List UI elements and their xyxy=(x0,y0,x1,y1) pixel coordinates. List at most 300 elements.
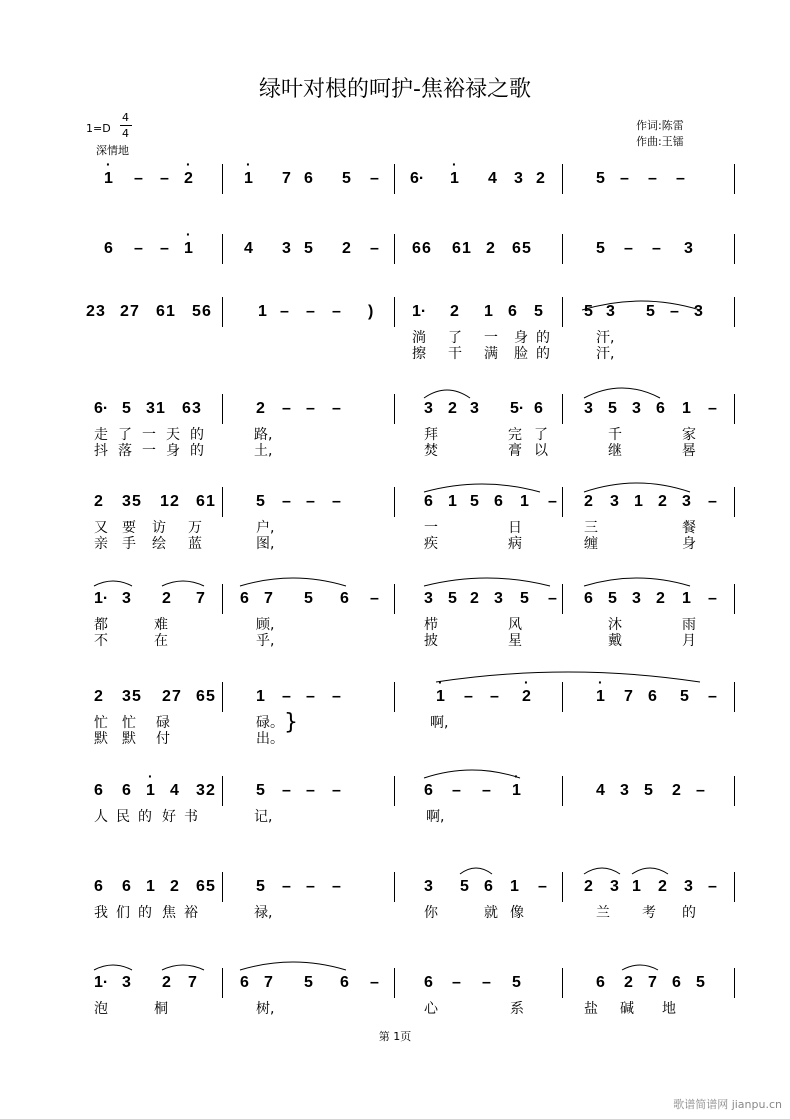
note: 3 xyxy=(632,400,641,417)
note: 2 xyxy=(448,400,457,417)
slur xyxy=(584,388,660,398)
lyric-verse-2: 落 xyxy=(118,443,132,459)
note: 1 xyxy=(682,400,691,417)
lyric-verse-2: 汗, xyxy=(596,346,615,362)
lyric-verse-1: 了 xyxy=(448,330,462,346)
note: 7 xyxy=(264,590,273,607)
lyric-verse-2: 在 xyxy=(154,633,168,649)
lyric-verse-1: 的 xyxy=(536,330,550,346)
note: 3 xyxy=(424,590,433,607)
lyric-verse-2: 戴 xyxy=(608,633,622,649)
note: 6 xyxy=(196,493,205,510)
note: – xyxy=(282,493,291,510)
lyric-verse-1: 访 xyxy=(152,520,166,536)
note: 2 xyxy=(486,240,495,257)
note: – xyxy=(708,400,717,417)
note: 6 xyxy=(484,878,493,895)
note: 2 xyxy=(470,590,479,607)
note: 3 xyxy=(620,782,629,799)
lyric-verse-2: 满 xyxy=(484,346,498,362)
note: 2 xyxy=(522,688,531,705)
slur xyxy=(584,578,690,586)
note: 6· xyxy=(94,400,109,417)
note: 3 xyxy=(606,303,615,320)
note: 5 xyxy=(470,493,479,510)
lyric-verse-1: 万 xyxy=(188,520,202,536)
note: 6 xyxy=(424,493,433,510)
note: 1 xyxy=(244,170,253,187)
lyric-verse-1: 雨 xyxy=(682,617,696,633)
octave-dot: · xyxy=(186,156,191,172)
lyric-verse-2: 付 xyxy=(156,731,170,747)
note: 7 xyxy=(624,688,633,705)
note: 3 xyxy=(632,590,641,607)
note: 2 xyxy=(94,688,103,705)
note: – xyxy=(624,240,633,257)
note: 5 xyxy=(534,303,543,320)
note: 1 xyxy=(256,688,265,705)
lyric-verse-2: 不 xyxy=(94,633,108,649)
lyric-verse-1: 身 xyxy=(514,330,528,346)
lyric-verse-1: 记, xyxy=(254,809,273,825)
note: – xyxy=(452,782,461,799)
note: – xyxy=(282,878,291,895)
note: 5 xyxy=(192,303,201,320)
note: 1· xyxy=(94,590,109,607)
note: 3 xyxy=(584,400,593,417)
note: 5 xyxy=(206,688,215,705)
note: – xyxy=(452,974,461,991)
lyric-verse-1: 三 xyxy=(584,520,598,536)
note: 7 xyxy=(130,303,139,320)
lyricist: 作词:陈雷 xyxy=(636,119,684,132)
note: – xyxy=(696,782,705,799)
note: – xyxy=(160,240,169,257)
lyric-verse-1: 户, xyxy=(256,520,275,536)
octave-dot: · xyxy=(148,768,153,784)
lyric-verse-1: 了 xyxy=(118,427,132,443)
slur xyxy=(162,965,204,970)
note: 1· xyxy=(412,303,427,320)
note: 4 xyxy=(488,170,497,187)
note: 6 xyxy=(534,400,543,417)
lyric-verse-1: 碌。 xyxy=(256,715,284,731)
lyric-verse-1: 日 xyxy=(508,520,522,536)
note: – xyxy=(332,400,341,417)
lyric-verse-2: 身 xyxy=(682,536,696,552)
note: – xyxy=(482,782,491,799)
lyric-verse-1: 完 xyxy=(508,427,522,443)
note: 6 xyxy=(94,782,103,799)
lyric-verse-1: 泡 xyxy=(94,1001,108,1017)
slur xyxy=(436,672,700,682)
note: 1 xyxy=(462,240,471,257)
slur xyxy=(162,581,204,586)
note: – xyxy=(332,878,341,895)
page-title: 绿叶对根的呵护-焦裕禄之歌 xyxy=(259,77,531,102)
octave-dot: · xyxy=(186,226,191,242)
note: 1 xyxy=(146,782,155,799)
slur xyxy=(94,581,132,586)
watermark: 歌谱简谱网 jianpu.cn xyxy=(673,1098,782,1111)
time-signature-bottom: 4 xyxy=(122,127,129,140)
note: 5 xyxy=(460,878,469,895)
note: 6 xyxy=(122,878,131,895)
note: – xyxy=(648,170,657,187)
note: 6 xyxy=(584,590,593,607)
lyric-verse-1: 一 xyxy=(424,520,438,536)
note: 5 xyxy=(584,303,593,320)
note: 2 xyxy=(256,400,265,417)
note: 5 xyxy=(596,240,605,257)
lyric-verse-1: 天 xyxy=(166,427,180,443)
note: – xyxy=(370,974,379,991)
note: 3 xyxy=(684,240,693,257)
note: 1 xyxy=(512,782,521,799)
note: 6 xyxy=(508,303,517,320)
note: – xyxy=(370,240,379,257)
note: 1 xyxy=(484,303,493,320)
note: 6 xyxy=(104,240,113,257)
note: 6 xyxy=(512,240,521,257)
note: – xyxy=(306,878,315,895)
lyric-verse-1: 一 xyxy=(142,427,156,443)
lyric-verse-1: 餐 xyxy=(682,520,696,536)
note: 2 xyxy=(656,590,665,607)
note: 6 xyxy=(182,400,191,417)
note: 2 xyxy=(658,493,667,510)
lyric-verse-2: 手 xyxy=(122,536,136,552)
note: 3 xyxy=(610,878,619,895)
note: 5 xyxy=(608,400,617,417)
slur xyxy=(622,965,658,970)
note: – xyxy=(282,400,291,417)
note: 6 xyxy=(648,688,657,705)
note: 5 xyxy=(512,974,521,991)
note: – xyxy=(548,590,557,607)
lyric-verse-1: 你 xyxy=(424,905,438,921)
note: 1 xyxy=(510,878,519,895)
note: – xyxy=(620,170,629,187)
note: 1· xyxy=(94,974,109,991)
note: 7 xyxy=(196,590,205,607)
lyric-verse-1: 风 xyxy=(508,617,522,633)
note: 3 xyxy=(282,240,291,257)
note: 4 xyxy=(596,782,605,799)
note: 1 xyxy=(166,303,175,320)
note: 5 xyxy=(696,974,705,991)
note: 3 xyxy=(122,493,131,510)
note: – xyxy=(282,688,291,705)
lyric-verse-1: 要 xyxy=(122,520,136,536)
note: – xyxy=(306,493,315,510)
lyric-verse-1: 的 xyxy=(190,427,204,443)
note: 5 xyxy=(122,400,131,417)
note: 1 xyxy=(682,590,691,607)
lyric-verse-1: 走 xyxy=(94,427,108,443)
lyric-verse-1: 都 xyxy=(94,617,108,633)
note: 1 xyxy=(160,493,169,510)
slur xyxy=(460,868,492,874)
note: 3 xyxy=(192,400,201,417)
note: ) xyxy=(368,303,374,320)
note: 2 xyxy=(342,240,351,257)
note: 7 xyxy=(282,170,291,187)
note: – xyxy=(306,688,315,705)
note: – xyxy=(464,688,473,705)
lyric-verse-1: 桐 xyxy=(154,1001,168,1017)
octave-dot: · xyxy=(598,674,603,690)
lyric-verse-2: 的 xyxy=(190,443,204,459)
note: 1 xyxy=(634,493,643,510)
note: 6 xyxy=(424,974,433,991)
lyric-verse-1: 像 xyxy=(510,905,524,921)
lyric-verse-2: 擦 xyxy=(412,346,426,362)
lyric-verse-2: 亲 xyxy=(94,536,108,552)
note: 2 xyxy=(170,493,179,510)
note: – xyxy=(306,303,315,320)
lyric-verse-2: 出。 xyxy=(256,731,284,747)
lyric-verse-1: 一 xyxy=(484,330,498,346)
note: 2 xyxy=(120,303,129,320)
note: – xyxy=(708,878,717,895)
note: 2 xyxy=(86,303,95,320)
note: – xyxy=(708,493,717,510)
note: 1 xyxy=(632,878,641,895)
note: 2 xyxy=(94,493,103,510)
note: 1 xyxy=(146,878,155,895)
lyric-verse-2: 默 xyxy=(94,731,108,747)
note: 2 xyxy=(658,878,667,895)
lyric-verse-1: 心 xyxy=(424,1001,438,1017)
lyric-verse-1: 就 xyxy=(484,905,498,921)
lyric-verse-2: 焚 xyxy=(424,443,438,459)
lyric-verse-1: 淌 xyxy=(412,330,426,346)
note: 5 xyxy=(520,590,529,607)
note: – xyxy=(370,590,379,607)
note: 6 xyxy=(340,590,349,607)
note: 3 xyxy=(424,400,433,417)
note: 6 xyxy=(656,400,665,417)
note: 5 xyxy=(132,493,141,510)
lyric-verse-1: 顾, xyxy=(256,617,275,633)
note: 5 xyxy=(646,303,655,320)
note: 3 xyxy=(684,878,693,895)
note: – xyxy=(306,400,315,417)
note: 3 xyxy=(694,303,703,320)
note: 2 xyxy=(162,590,171,607)
note: 4 xyxy=(170,782,179,799)
slur xyxy=(240,962,346,970)
lyric-verse-1: 忙 xyxy=(122,715,136,731)
note: 3 xyxy=(196,782,205,799)
lyric-verse-2: 土, xyxy=(254,443,273,459)
note: 7 xyxy=(264,974,273,991)
lyric-verse-1: 好 xyxy=(162,809,176,825)
lyric-verse-1: 碱 xyxy=(620,1001,634,1017)
lyric-verse-1: 我 xyxy=(94,905,108,921)
note: 2 xyxy=(672,782,681,799)
lyric-verse-1: 栉 xyxy=(424,617,438,633)
lyric-verse-1: 裕 xyxy=(184,905,198,921)
slur xyxy=(584,868,620,874)
lyric-verse-2: 膏 xyxy=(508,443,522,459)
note: 5· xyxy=(510,400,525,417)
note: – xyxy=(676,170,685,187)
note: 6 xyxy=(122,782,131,799)
lyric-brace: } xyxy=(284,710,298,735)
note: 7 xyxy=(648,974,657,991)
slur xyxy=(240,578,346,586)
lyric-verse-1: 千 xyxy=(608,427,622,443)
note: 6 xyxy=(340,974,349,991)
tempo-marking: 深情地 xyxy=(96,144,129,157)
lyric-verse-1: 又 xyxy=(94,520,108,536)
lyric-verse-1: 树, xyxy=(256,1001,275,1017)
lyric-verse-1: 忙 xyxy=(94,715,108,731)
lyric-verse-2: 的 xyxy=(536,346,550,362)
note: 3 xyxy=(122,688,131,705)
note: – xyxy=(332,688,341,705)
lyric-verse-1: 了 xyxy=(534,427,548,443)
lyric-verse-2: 病 xyxy=(508,536,522,552)
slur xyxy=(424,484,540,492)
note: – xyxy=(548,493,557,510)
lyric-verse-2: 脸 xyxy=(514,346,528,362)
note: 3 xyxy=(424,878,433,895)
lyric-verse-1: 民 xyxy=(116,809,130,825)
note: 3 xyxy=(122,974,131,991)
lyric-verse-2: 图, xyxy=(256,536,275,552)
lyric-verse-2: 身 xyxy=(166,443,180,459)
note: 6 xyxy=(196,878,205,895)
lyric-verse-1: 难 xyxy=(154,617,168,633)
lyric-verse-1: 系 xyxy=(510,1001,524,1017)
note: 6 xyxy=(452,240,461,257)
lyric-verse-1: 们 xyxy=(116,905,130,921)
note: 5 xyxy=(256,878,265,895)
lyric-verse-2: 乎, xyxy=(256,633,275,649)
note: 5 xyxy=(644,782,653,799)
note: 5 xyxy=(448,590,457,607)
note: 2 xyxy=(170,878,179,895)
note: 5 xyxy=(304,974,313,991)
note: 1 xyxy=(258,303,267,320)
note: 6 xyxy=(240,974,249,991)
note: 3 xyxy=(494,590,503,607)
lyric-verse-1: 的 xyxy=(138,905,152,921)
note: 1 xyxy=(184,240,193,257)
note: 7 xyxy=(188,974,197,991)
note: – xyxy=(370,170,379,187)
note: 2 xyxy=(184,170,193,187)
lyric-verse-1: 盐 xyxy=(584,1001,598,1017)
note: 6 xyxy=(422,240,431,257)
note: 2 xyxy=(162,688,171,705)
note: – xyxy=(652,240,661,257)
lyric-verse-2: 月 xyxy=(682,633,696,649)
note: 2 xyxy=(206,782,215,799)
note: 6 xyxy=(202,303,211,320)
note: – xyxy=(332,782,341,799)
time-signature-top: 4 xyxy=(122,111,129,124)
note: 2 xyxy=(584,493,593,510)
note: 5 xyxy=(206,878,215,895)
note: – xyxy=(708,688,717,705)
lyric-verse-2: 绘 xyxy=(152,536,166,552)
note: – xyxy=(306,782,315,799)
note: 5 xyxy=(132,688,141,705)
note: 1 xyxy=(206,493,215,510)
note: 3 xyxy=(146,400,155,417)
note: 2 xyxy=(624,974,633,991)
lyric-verse-2: 继 xyxy=(608,443,622,459)
octave-dot: · xyxy=(514,768,519,784)
note: 1 xyxy=(520,493,529,510)
note: 6 xyxy=(424,782,433,799)
note: – xyxy=(708,590,717,607)
note: – xyxy=(332,303,341,320)
note: – xyxy=(134,240,143,257)
note: 1 xyxy=(448,493,457,510)
octave-dot: · xyxy=(452,156,457,172)
lyric-verse-1: 书 xyxy=(184,809,198,825)
note: 6 xyxy=(304,170,313,187)
lyric-verse-1: 兰 xyxy=(596,905,610,921)
lyric-verse-2: 默 xyxy=(122,731,136,747)
note: 3 xyxy=(682,493,691,510)
note: 3 xyxy=(514,170,523,187)
note: 6 xyxy=(412,240,421,257)
slur xyxy=(94,965,132,970)
lyric-verse-2: 一 xyxy=(142,443,156,459)
note: – xyxy=(332,493,341,510)
note: 6 xyxy=(156,303,165,320)
note: 1 xyxy=(596,688,605,705)
note: 3 xyxy=(96,303,105,320)
note: – xyxy=(282,782,291,799)
slur xyxy=(424,578,550,586)
note: 5 xyxy=(256,493,265,510)
octave-dot: · xyxy=(106,156,111,172)
note: 2 xyxy=(450,303,459,320)
note: 5 xyxy=(342,170,351,187)
lyric-verse-2: 晷 xyxy=(682,443,696,459)
lyric-verse-1: 的 xyxy=(682,905,696,921)
lyric-verse-1: 考 xyxy=(642,905,656,921)
note: 5 xyxy=(608,590,617,607)
lyric-verse-1: 沐 xyxy=(608,617,622,633)
lyric-verse-2: 抖 xyxy=(94,443,108,459)
slur xyxy=(584,483,690,492)
note: – xyxy=(160,170,169,187)
lyric-verse-1: 拜 xyxy=(424,427,438,443)
lyric-verse-1: 焦 xyxy=(162,905,176,921)
note: 5 xyxy=(256,782,265,799)
lyric-verse-2: 以 xyxy=(534,443,548,459)
note: 5 xyxy=(522,240,531,257)
slur xyxy=(632,868,668,874)
note: 3 xyxy=(610,493,619,510)
note: – xyxy=(280,303,289,320)
note: 7 xyxy=(172,688,181,705)
note: 6 xyxy=(196,688,205,705)
note: 3 xyxy=(470,400,479,417)
lyric-verse-1: 汗, xyxy=(596,330,615,346)
note: 3 xyxy=(122,590,131,607)
note: – xyxy=(482,974,491,991)
note: 6 xyxy=(672,974,681,991)
